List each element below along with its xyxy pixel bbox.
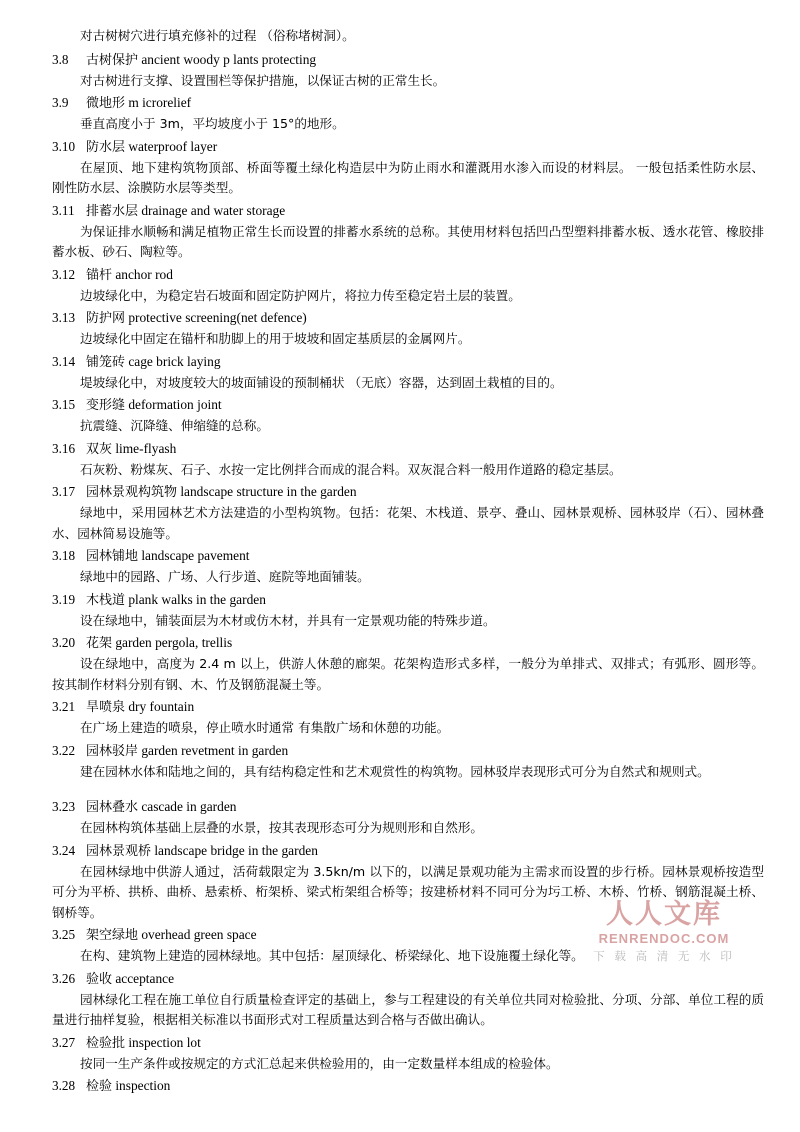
term-definition: 为保证排水顺畅和满足植物正常生长而设置的排蓄水系统的总称。其使用材料包括凹凸型塑料排蓄水板、透水花管、橡胶排蓄水板、砂石、陶粒等。 [52,223,764,259]
term-number: 3.28 [52,1078,76,1093]
term-heading [52,1032,764,1054]
term-definition: 建在园林水体和陆地之间的，具有结构稳定性和艺术观赏性的构筑物。园林驳岸表现形式可分为自然式和规则式。 [80,763,710,779]
term-name-en: landscape structure in the garden [180,484,357,499]
term-entry-3-19 [52,589,764,632]
term-entry-3-12 [52,264,764,307]
term-definition: 抗震缝、沉降缝、伸缩缝的总称。 [80,418,269,433]
watermark-title-en: RENRENDOC.COM [598,931,730,946]
term-name-en: dry fountain [128,699,195,714]
term-entry-3-25 [52,924,764,967]
term-definition: 对古树进行支撑、设置围栏等保护措施，以保证古树的正常生长。 [80,72,446,88]
term-number: 3.27 [52,1034,76,1050]
term-name-cn: 古树保护 [86,52,139,68]
term-heading [52,92,764,114]
term-name-en: drainage and water storage [141,202,286,218]
term-definition: 边坡绿化中，为稳定岩石坡面和固定防护网片，将拉力传至稳定岩土层的装置。 [80,287,521,303]
term-heading [52,796,764,818]
term-name-cn: 园林叠水 [86,800,139,815]
term-name-en: inspection [115,1078,171,1093]
term-number: 3.24 [52,842,76,858]
term-entry-3-27 [52,1032,764,1075]
term-number: 3.21 [52,699,76,714]
term-heading [52,200,764,222]
term-name-en: landscape pavement [141,548,250,563]
term-entry-3-24 [52,840,764,924]
term-definition: 按同一生产条件或按规定的方式汇总起来供检验用的，由一定数量样本组成的检验体。 [80,1055,559,1071]
term-heading [52,307,764,329]
term-name-en: m icrorelief [128,95,192,110]
term-definition: 绿地中的园路、广场、人行步道、庭院等地面铺装。 [80,569,370,584]
term-entry-3-28 [52,1075,764,1097]
term-name-en: garden pergola, trellis [115,635,233,650]
term-name-cn: 防护网 [86,311,126,326]
term-definition: 在园林构筑体基础上层叠的水景，按其表现形态可分为规则形和自然形。 [80,820,483,835]
term-entry-3-10 [52,136,764,199]
term-number: 3.20 [52,635,76,650]
term-heading [52,351,764,373]
term-name-en: anchor rod [115,266,173,282]
term-heading [52,1075,764,1097]
term-name-en: plank walks in the garden [128,591,266,607]
term-number: 3.16 [52,440,76,456]
term-heading [52,438,764,460]
term-entry-3-23 [52,796,764,839]
term-definition: 园林绿化工程在施工单位自行质量检查评定的基础上，参与工程建设的有关单位共同对检验批、分项、分部、单位工程的质量进行抽样复验，根据相关标准以书面形式对工程质量达到合格与否做出确认。 [52,991,764,1027]
term-entry-3-18 [52,545,764,588]
term-name-cn: 双灰 [86,441,113,457]
term-name-cn: 验收 [86,971,113,987]
term-definition: 设在绿地中，铺装面层为木材或仿木材，并具有一定景观功能的特殊步道。 [80,612,496,628]
term-number: 3.25 [52,927,76,942]
term-entry-3-26 [52,968,764,1031]
term-name-cn: 架空绿地 [86,928,139,943]
term-name-en: protective screening(net defence) [128,310,307,325]
watermark-subtitle: 下 载 高 清 无 水 印 [593,949,735,963]
term-definition: 垂直高度小于 3m，平均坡度小于 15°的地形。 [80,116,345,131]
term-heading [52,840,764,862]
term-number: 3.26 [52,970,76,986]
term-name-cn: 旱喷泉 [86,700,126,715]
term-definition: 设在绿地中，高度为 2.4 m 以上，供游人休憩的廊架。花架构造形式多样，一般分为单排式、双排式；有弧形、圆形等。按其制作材料分别有钢、木、竹及钢筋混凝土等。 [52,656,764,692]
term-number: 3.19 [52,591,76,607]
term-number: 3.12 [52,266,76,282]
term-name-cn: 变形缝 [86,398,126,413]
document-content [52,26,764,1098]
term-name-en: garden revetment in garden [141,742,289,758]
term-heading [52,49,764,71]
term-entry-3-15 [52,394,764,437]
term-name-en: deformation joint [128,397,222,412]
term-entry-3-9 [52,92,764,135]
term-definition: 边坡绿化中固定在锚杆和肋脚上的用于坡坡和固定基质层的金属网片。 [80,331,471,346]
term-definition: 在构、建筑物上建造的园林绿地。其中包括：屋顶绿化、桥梁绿化、地下设施覆土绿化等。 [80,948,584,963]
term-number: 3.17 [52,484,76,499]
term-name-en: acceptance [115,970,175,986]
term-entry-3-20 [52,632,764,695]
term-name-cn: 锚杆 [86,267,113,283]
term-name-en: inspection lot [128,1034,201,1050]
term-heading [52,545,764,567]
term-heading [52,968,764,990]
term-number: 3.13 [52,310,76,325]
term-heading [52,394,764,416]
term-entry-3-22 [52,740,764,783]
term-name-en: landscape bridge in the garden [154,842,318,858]
term-name-en: overhead green space [141,927,257,942]
term-definition: 在园林绿地中供游人通过，活荷载限定为 3.5kn/m 以下的，以满足景观功能为主需求而设置的步行桥。园林景观桥按造型可分为平桥、拱桥、曲桥、悬索桥、桁架桥、梁式桁架组合桥等；按建桥材料不同可分为圬工桥、木桥、竹桥、钢筋混凝土桥、钢桥等。 [52,863,764,920]
term-name-cn: 防水层 [86,139,126,155]
term-definition: 石灰粉、粉煤灰、石子、水按一定比例拌合而成的混合料。双灰混合料一般用作道路的稳定基层。 [80,461,622,477]
term-entry-3-14 [52,351,764,394]
term-name-cn: 园林驳岸 [86,743,139,759]
term-number: 3.15 [52,397,76,412]
term-entry-3-11 [52,200,764,263]
term-name-cn: 微地形 [86,96,126,111]
term-name-en: ancient woody p lants protecting [141,51,317,67]
term-definition: 在广场上建造的喷泉，停止喷水时通常 有集散广场和休憩的功能。 [80,720,450,735]
term-heading [52,589,764,611]
term-number: 3.11 [52,202,75,218]
term-name-cn: 木栈道 [86,592,126,608]
term-name-cn: 排蓄水层 [86,203,139,219]
top-paragraph: 对古树树穴进行填充修补的过程 （俗称堵树洞）。 [80,28,355,43]
term-heading [52,481,764,503]
term-heading [52,740,764,762]
term-entry-3-16 [52,438,764,481]
term-name-cn: 园林景观桥 [86,843,152,859]
term-number: 3.10 [52,138,76,154]
term-number: 3.8 [52,51,69,67]
term-heading [52,136,764,158]
term-entry-3-13 [52,307,764,350]
term-entry-3-8 [52,49,764,92]
term-name-cn: 检验 [86,1079,113,1094]
term-number: 3.18 [52,548,76,563]
term-name-en: cage brick laying [128,353,221,369]
term-name-cn: 园林景观构筑物 [86,485,178,500]
term-heading [52,696,764,718]
term-heading [52,924,764,946]
term-heading [52,632,764,654]
term-definition: 绿地中，采用园林艺术方法建造的小型构筑物。包括：花架、木栈道、景亭、叠山、园林景观桥、园林驳岸（石）、园林叠水、园林简易设施等。 [52,505,764,541]
term-number: 3.9 [52,95,69,110]
term-entry-3-17 [52,481,764,544]
term-name-cn: 检验批 [86,1035,126,1051]
term-number: 3.22 [52,742,76,758]
term-number: 3.14 [52,353,76,369]
term-number: 3.23 [52,799,76,814]
term-definition: 堤坡绿化中，对坡度较大的坡面铺设的预制桶状 （无底）容器，达到固土栽植的目的。 [80,374,563,390]
term-name-en: waterproof layer [128,138,218,154]
term-heading [52,264,764,286]
term-name-cn: 园林铺地 [86,549,139,564]
term-name-en: cascade in garden [141,799,237,814]
term-name-cn: 花架 [86,636,113,651]
term-name-cn: 铺笼砖 [86,354,126,370]
term-name-en: lime-flyash [115,440,177,456]
term-definition: 在屋顶、地下建构筑物顶部、桥面等覆土绿化构造层中为防止雨水和灌溉用水渗入而设的材料层。 一般包括柔性防水层、刚性防水层、涂膜防水层等类型。 [52,159,764,195]
term-entry-3-21 [52,696,764,739]
watermark-title-cn: 人人文库 [606,899,722,930]
